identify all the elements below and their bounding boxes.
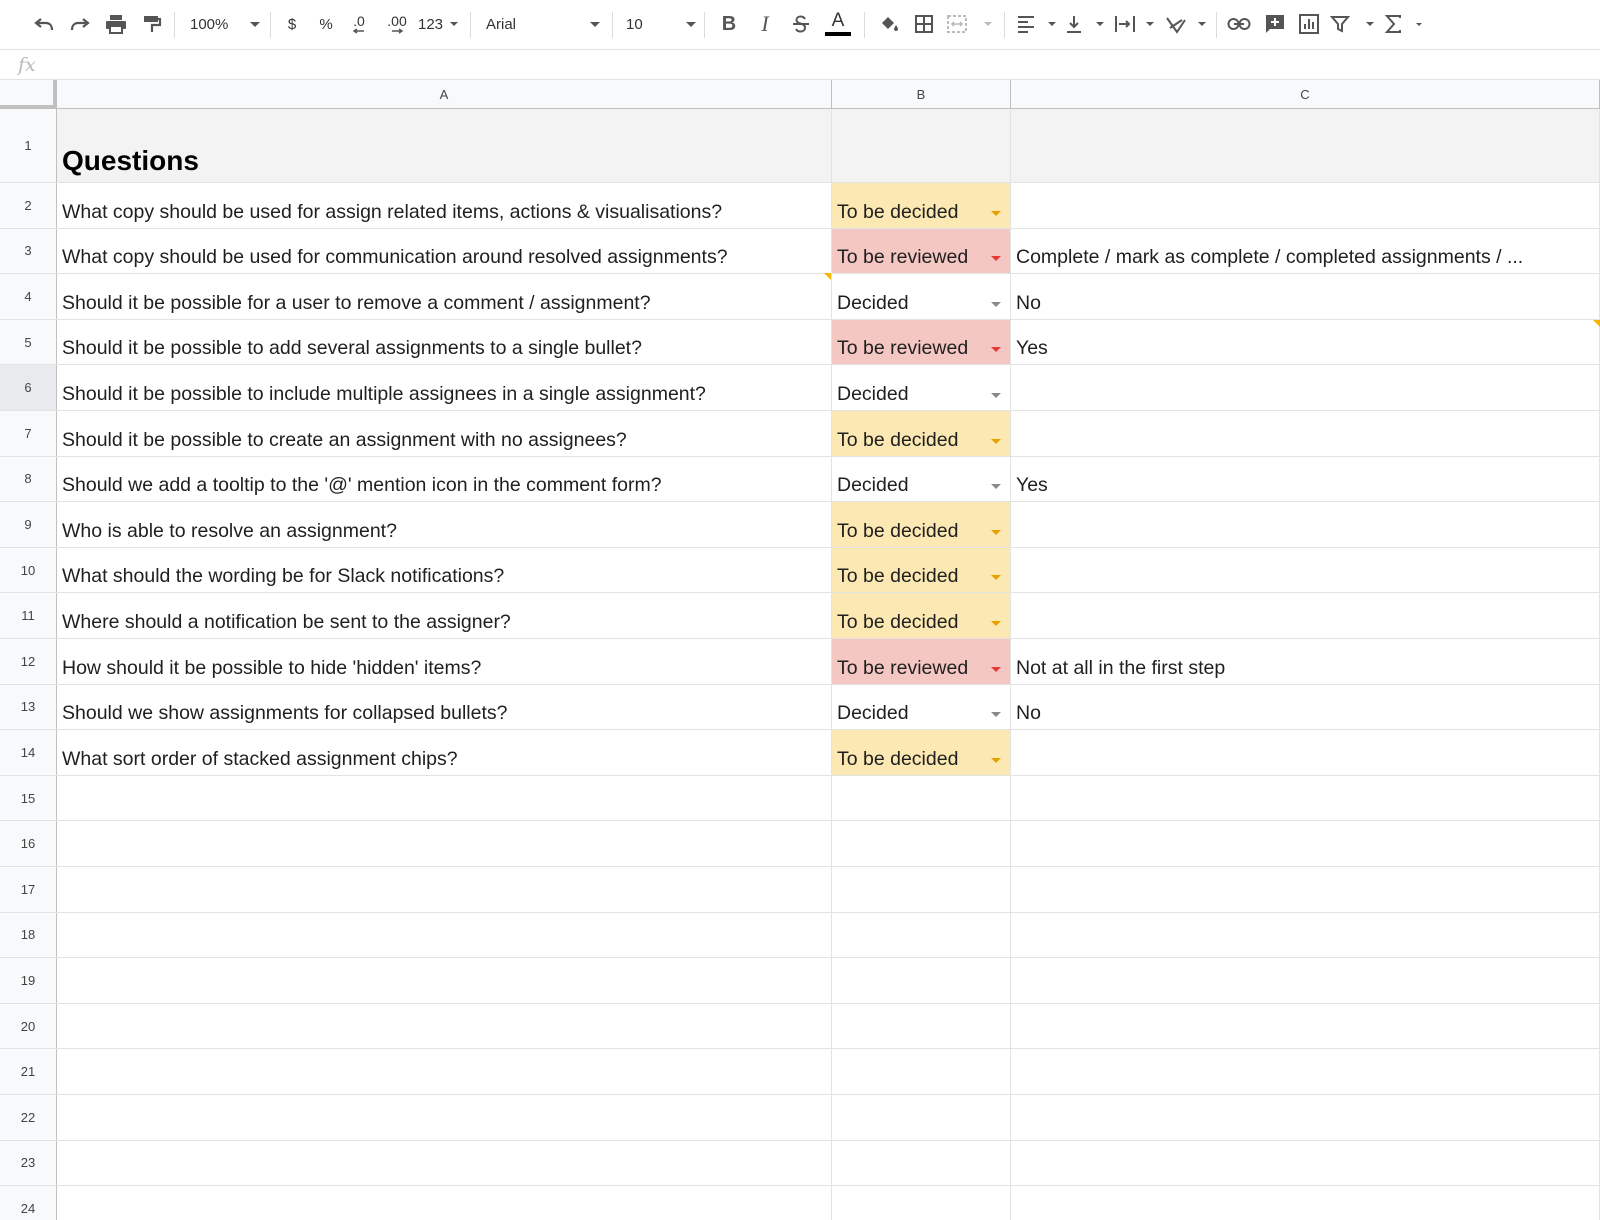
chevron-down-icon [250,22,260,27]
status-cell[interactable] [832,776,1011,821]
question-cell[interactable]: What copy should be used for assign related items, actions & visualisations? [57,183,832,228]
table-row [0,867,1600,913]
chevron-down-icon [450,22,458,26]
chevron-down-icon [984,22,992,26]
status-cell[interactable] [832,913,1011,958]
table-row [0,365,1600,411]
status-label: To be reviewed [837,246,969,269]
row-header[interactable]: 11 [0,593,57,638]
table-row [0,274,1600,320]
status-dropdown[interactable] [832,320,1011,365]
status-label: To be decided [837,747,959,770]
question-cell[interactable]: How should it be possible to hide 'hidden' items? [57,639,832,684]
question-cell[interactable]: Where should a notification be sent to the assigner? [57,593,832,638]
separator [612,12,613,38]
currency-label: $ [287,15,297,33]
answer-cell[interactable]: No [1011,274,1600,319]
question-cell[interactable]: What sort order of stacked assignment chips? [57,730,832,775]
dropdown-arrow-icon[interactable] [991,712,1001,717]
answer-cell[interactable] [1011,1186,1600,1220]
chevron-down-icon [1198,22,1206,26]
toolbar [0,0,1600,50]
answer-cell[interactable] [1011,776,1600,821]
sheet-title[interactable]: Questions [57,109,832,182]
status-dropdown[interactable] [832,457,1011,502]
strikethrough-icon[interactable] [788,11,814,37]
number-format-label: 123 [418,15,444,33]
question-cell[interactable] [57,1049,832,1094]
select-all-corner[interactable] [0,80,57,109]
chevron-down-icon [1096,22,1104,26]
status-dropdown[interactable] [832,365,1011,410]
answer-cell[interactable]: Yes [1011,320,1600,365]
row-header[interactable]: 24 [0,1186,57,1220]
arrow-left-icon [352,28,366,34]
question-cell[interactable]: Should it be possible to add several assignments to a single bullet? [57,320,832,365]
row-header[interactable]: 9 [0,502,57,547]
status-cell[interactable] [832,867,1011,912]
status-cell[interactable] [832,1095,1011,1140]
row-header[interactable]: 21 [0,1049,57,1094]
text-color-button[interactable] [822,11,854,37]
status-cell[interactable] [832,109,1011,182]
status-dropdown[interactable] [832,685,1011,730]
separator [1004,12,1005,38]
status-label: To be decided [837,519,959,542]
text-rotation-icon[interactable] [1164,11,1206,37]
dropdown-arrow-icon[interactable] [991,667,1001,672]
question-cell[interactable] [57,776,832,821]
italic-label: I [761,11,769,36]
table-row [0,548,1600,594]
row-header[interactable]: 1 [0,109,57,182]
table-row [0,457,1600,503]
insert-chart-icon[interactable] [1296,11,1322,37]
dropdown-arrow-icon[interactable] [991,530,1001,535]
table-row [0,821,1600,867]
redo-icon[interactable] [66,11,94,37]
question-cell[interactable]: Who is able to resolve an assignment? [57,502,832,547]
answer-cell[interactable] [1011,1049,1600,1094]
status-dropdown[interactable] [832,502,1011,547]
status-cell[interactable] [832,1186,1011,1220]
zoom-select[interactable] [190,11,260,37]
row-header[interactable]: 15 [0,776,57,821]
question-cell[interactable] [57,1186,832,1220]
row-header[interactable]: 3 [0,229,57,274]
separator [470,12,471,38]
question-cell[interactable] [57,867,832,912]
insert-comment-icon[interactable] [1262,11,1288,37]
table-row [0,1004,1600,1050]
table-row [0,1141,1600,1187]
status-label: To be decided [837,565,959,588]
question-cell[interactable]: Should we show assignments for collapsed bullets? [57,685,832,730]
table-row [0,411,1600,457]
formula-input[interactable] [56,50,1596,80]
status-dropdown[interactable] [832,730,1011,775]
question-cell[interactable]: Should it be possible to include multiple assignees in a single assignment? [57,365,832,410]
dropdown-arrow-icon[interactable] [991,393,1001,398]
chevron-down-icon [590,22,600,27]
row-header[interactable]: 22 [0,1095,57,1140]
answer-cell[interactable] [1011,548,1600,593]
dropdown-arrow-icon[interactable] [991,211,1001,216]
table-row [0,593,1600,639]
row-header[interactable]: 6 [0,365,57,410]
question-cell[interactable]: Should we add a tooltip to the '@' mention icon in the comment form? [57,457,832,502]
status-dropdown[interactable] [832,548,1011,593]
question-cell[interactable] [57,1004,832,1049]
font-family-value: Arial [486,15,517,33]
answer-cell[interactable] [1011,365,1600,410]
status-cell[interactable] [832,1049,1011,1094]
table-row [0,1095,1600,1141]
table-row [0,109,1600,183]
question-cell[interactable] [57,1141,832,1186]
bold-label: B [721,12,737,35]
increase-decimal-label: .00 [387,13,407,29]
percent-button[interactable] [314,11,338,37]
status-cell[interactable] [832,821,1011,866]
fx-icon: fx [18,54,36,76]
answer-cell[interactable]: No [1011,685,1600,730]
text-wrapping-icon[interactable] [1114,11,1154,37]
question-cell[interactable]: Should it be possible to create an assignment with no assignees? [57,411,832,456]
table-row [0,183,1600,229]
status-label: Decided [837,702,909,725]
status-label: Decided [837,291,909,314]
separator [270,12,271,38]
row-header[interactable]: 18 [0,913,57,958]
insert-link-icon[interactable] [1224,11,1254,37]
chevron-down-icon [1416,23,1422,26]
answer-cell[interactable] [1011,1004,1600,1049]
row-header[interactable]: 5 [0,320,57,365]
answer-cell[interactable] [1011,109,1600,182]
status-label: To be decided [837,200,959,223]
answer-cell[interactable] [1011,821,1600,866]
currency-button[interactable] [280,11,304,37]
table-row [0,776,1600,822]
status-cell[interactable] [832,958,1011,1003]
answer-cell[interactable] [1011,411,1600,456]
answer-cell[interactable] [1011,1141,1600,1186]
dropdown-arrow-icon[interactable] [991,302,1001,307]
answer-cell[interactable] [1011,730,1600,775]
status-label: To be decided [837,610,959,633]
table-row [0,1049,1600,1095]
status-dropdown[interactable] [832,411,1011,456]
horizontal-align-icon[interactable] [1016,11,1056,37]
separator [1216,12,1217,38]
dropdown-arrow-icon[interactable] [991,575,1001,580]
question-cell[interactable]: What should the wording be for Slack notifications? [57,548,832,593]
status-label: To be decided [837,428,959,451]
paint-format-icon[interactable] [138,11,166,37]
status-dropdown[interactable] [832,639,1011,684]
table-row [0,685,1600,731]
number-format-select[interactable] [418,11,458,37]
functions-icon[interactable] [1384,11,1422,37]
status-label: Decided [837,474,909,497]
answer-cell[interactable] [1011,913,1600,958]
increase-decimal-button[interactable] [382,11,412,37]
chevron-down-icon [1048,22,1056,26]
row-header[interactable]: 19 [0,958,57,1003]
chevron-down-icon [1366,22,1374,26]
status-dropdown[interactable] [832,593,1011,638]
font-family-select[interactable] [486,11,600,37]
row-header[interactable]: 17 [0,867,57,912]
question-cell[interactable] [57,958,832,1003]
print-icon[interactable] [102,11,130,37]
column-header-b[interactable]: B [832,80,1011,109]
percent-label: % [319,15,333,33]
status-dropdown[interactable] [832,274,1011,319]
status-label: To be reviewed [837,337,969,360]
answer-cell[interactable]: Complete / mark as complete / completed assignments / ... [1011,229,1600,274]
merge-cells-icon[interactable] [946,11,992,37]
row-header[interactable]: 8 [0,457,57,502]
spreadsheet-grid [0,80,1600,1220]
answer-cell[interactable] [1011,1095,1600,1140]
filter-icon[interactable] [1330,11,1374,37]
italic-button[interactable] [752,11,778,37]
comment-marker-icon[interactable] [1593,320,1600,327]
borders-icon[interactable] [910,11,938,37]
answer-cell[interactable]: Yes [1011,457,1600,502]
question-cell[interactable]: What copy should be used for communication around resolved assignments? [57,229,832,274]
row-header[interactable]: 20 [0,1004,57,1049]
formula-bar [0,50,1600,80]
row-header[interactable]: 13 [0,685,57,730]
column-header-c[interactable]: C [1011,80,1600,109]
question-cell[interactable] [57,821,832,866]
status-dropdown[interactable] [832,183,1011,228]
dropdown-arrow-icon[interactable] [991,758,1001,763]
status-cell[interactable] [832,1004,1011,1049]
answer-cell[interactable] [1011,183,1600,228]
dropdown-arrow-icon[interactable] [991,347,1001,352]
row-header[interactable]: 10 [0,548,57,593]
answer-cell[interactable] [1011,502,1600,547]
table-row [0,913,1600,959]
text-color-swatch [825,32,851,36]
row-header[interactable]: 16 [0,821,57,866]
row-header[interactable]: 2 [0,183,57,228]
question-cell[interactable]: Should it be possible for a user to remove a comment / assignment? [57,274,832,319]
answer-cell[interactable] [1011,593,1600,638]
answer-cell[interactable]: Not at all in the first step [1011,639,1600,684]
chevron-down-icon [686,22,696,27]
chevron-down-icon [1146,22,1154,26]
undo-icon[interactable] [30,11,58,37]
status-dropdown[interactable] [832,229,1011,274]
table-row [0,958,1600,1004]
row-header[interactable]: 4 [0,274,57,319]
decrease-decimal-label: .0 [353,13,365,29]
fill-color-icon[interactable] [874,11,904,37]
table-row [0,730,1600,776]
status-cell[interactable] [832,1141,1011,1186]
question-cell[interactable] [57,1095,832,1140]
font-size-select[interactable] [626,11,696,37]
row-header[interactable]: 7 [0,411,57,456]
separator [174,12,175,38]
question-cell[interactable] [57,913,832,958]
dropdown-arrow-icon[interactable] [991,484,1001,489]
table-row [0,320,1600,366]
zoom-value: 100% [190,15,229,33]
font-size-value: 10 [626,15,643,33]
table-row [0,1186,1600,1220]
text-color-label: A [831,10,845,31]
table-row [0,639,1600,685]
separator [704,12,705,38]
vertical-align-icon[interactable] [1064,11,1104,37]
answer-cell[interactable] [1011,958,1600,1003]
status-label: To be reviewed [837,656,969,679]
separator [864,12,865,38]
dropdown-arrow-icon[interactable] [991,256,1001,261]
decrease-decimal-button[interactable] [346,11,372,37]
dropdown-arrow-icon[interactable] [991,621,1001,626]
table-row [0,502,1600,548]
bold-button[interactable] [716,11,742,37]
arrow-right-icon [389,28,405,34]
row-header[interactable]: 12 [0,639,57,684]
column-header-a[interactable]: A [57,80,832,109]
answer-cell[interactable] [1011,867,1600,912]
row-header[interactable]: 14 [0,730,57,775]
row-header[interactable]: 23 [0,1141,57,1186]
table-row [0,229,1600,275]
dropdown-arrow-icon[interactable] [991,439,1001,444]
status-label: Decided [837,382,909,405]
